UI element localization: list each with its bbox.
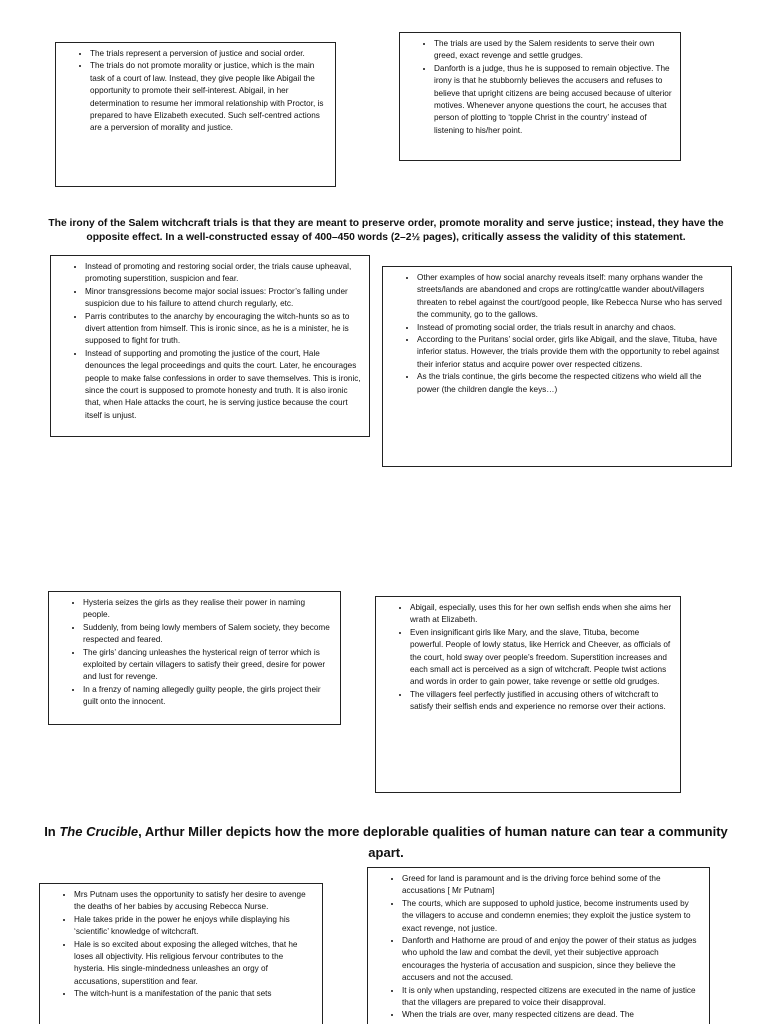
essay-prompt-2 — [30, 821, 742, 863]
list-item: • The courts, which are supposed to uphold justice, become instruments used by the villagers to accuse and condemn enemies; they exploit the justice system to exact revenge, not justice. — [402, 898, 701, 935]
essay-prompt-1: The irony of the Salem witchcraft trials is that they are meant to preserve order, promote morality and serve justice; instead, they have the opposite effect. In a well-constructed essay of 400–450 words (2–2½ pages), critically assess the validity of this statement. — [48, 218, 724, 243]
notes-box-greed — [399, 32, 681, 161]
list-item: • Hale takes pride in the power he enjoys while displaying his ‘scientific’ knowledge of witchcraft. — [74, 914, 314, 939]
list-item: • Instead of promoting social order, the trials result in anarchy and chaos. — [417, 322, 723, 334]
list-item: • Greed for land is paramount and is the driving force behind some of the accusations [ Mr Putnam] — [402, 873, 701, 898]
notes-box-putnam — [39, 883, 323, 1024]
list-item: • Minor transgressions become major social issues: Proctor’s falling under suspicion due to his failure to attend church regularly, etc. — [85, 286, 361, 311]
list-item: • Parris contributes to the anarchy by encouraging the witch-hunts so as to divert attention from himself. This is ironic since, as he is a minister, he is supposed to fight for truth. — [85, 311, 361, 348]
bullet-list — [384, 602, 672, 714]
heading-text-post: , Arthur Miller depicts how the more deplorable qualities of human nature can tear a community apart. — [138, 824, 728, 860]
list-item: • In a frenzy of naming allegedly guilty people, the girls project their guilt onto the innocent. — [83, 684, 332, 709]
bullet-list — [391, 272, 723, 396]
bullet-list — [59, 261, 361, 422]
list-item: • When the trials are over, many respected citizens are dead. The — [402, 1009, 701, 1021]
list-item: • Instead of promoting and restoring social order, the trials cause upheaval, promoting superstition, suspicion and fear. — [85, 261, 361, 286]
bullet-list — [48, 889, 314, 1001]
notes-box-hysteria — [48, 591, 341, 725]
list-item: • The trials represent a perversion of justice and social order. — [90, 48, 327, 60]
list-item: • Mrs Putnam uses the opportunity to satisfy her desire to avenge the deaths of her babies by accusing Rebecca Nurse. — [74, 889, 314, 914]
list-item: • Suddenly, from being lowly members of Salem society, they become respected and feared. — [83, 622, 332, 647]
notes-box-anarchy — [382, 266, 732, 467]
bullet-list — [408, 38, 672, 137]
list-item: • Abigail, especially, uses this for her own selfish ends when she aims her wrath at Elizabeth. — [410, 602, 672, 627]
list-item: • The trials do not promote morality or justice, which is the main task of a court of law. Instead, they give people like Abigail the opportunity to promote their self-interest. Abigail, in her determination to resume her immoral relationship with Proctor, is prepared to have Elizabeth executed. Such self-centred actions are a perversion of morality and justice. — [90, 60, 327, 134]
list-item: • Danforth and Hathorne are proud of and enjoy the power of their status as judges who uphold the law and combat the devil, yet their subjective approach encourages the hysteria of accusation and suspicion, since they believe the accusers and not the accused. — [402, 935, 701, 985]
bullet-list — [57, 597, 332, 709]
book-title: The Crucible — [59, 824, 139, 839]
list-item: • Other examples of how social anarchy reveals itself: many orphans wander the streets/lands are abandoned and crops are rotting/cattle wander about/villagers threaten to rebel against the court/good people, like Rebecca Nurse who has served the community, go to the gallows. — [417, 272, 723, 322]
list-item: • The girls’ dancing unleashes the hysterical reign of terror which is exploited by certain villagers to satisfy their greed, desire for power and lust for revenge. — [83, 647, 332, 684]
list-item: • The witch-hunt is a manifestation of the panic that sets — [74, 988, 314, 1000]
list-item: • Hale is so excited about exposing the alleged witches, that he loses all objectivity. His religious fervour contributes to the hysteria. His single-mindedness unleashes an orgy of accusations, superstition and fear. — [74, 939, 314, 989]
heading-text-pre: In — [44, 824, 60, 839]
list-item: • The villagers feel perfectly justified in accusing others of witchcraft to satisfy their selfish ends and experience no remorse over their actions. — [410, 689, 672, 714]
notes-box-abigail — [375, 596, 681, 793]
list-item: • Hysteria seizes the girls as they realise their power in naming people. — [83, 597, 332, 622]
list-item: • As the trials continue, the girls become the respected citizens who wield all the power (the children dangle the keys…) — [417, 371, 723, 396]
list-item: • Danforth is a judge, thus he is supposed to remain objective. The irony is that he stubbornly believes the accusers and refuses to believe that upright citizens are being accused because of ulterior motives. Whenever anyone questions the court, he accuses that person of plotting to ‘topple Christ in the country’ instead of listening to his/her point. — [434, 63, 672, 137]
list-item: • Instead of supporting and promoting the justice of the court, Hale denounces the legal proceedings and quits the court. Later, he encourages people to make false confessions in order to save themselves. This is ironic, since the court is supposed to promote honesty and truth. It is also ironic that, when Hale attacks the court, he is serving justice because the court itself is unjust. — [85, 348, 361, 422]
list-item: • Even insignificant girls like Mary, and the slave, Tituba, become powerful. People of lowly status, like Herrick and Cheever, as officials of the court, hold sway over people’s freedom. Superstition increases and each small act is perceived as a sign of witchcraft. People twist actions and words in order to gain power, take revenge or settle old grudges. — [410, 627, 672, 689]
list-item: • According to the Puritans’ social order, girls like Abigail, and the slave, Tituba, have inferior status. However, the trials provide them with the opportunity to rebel against their inferior status and acquire power over respected citizens. — [417, 334, 723, 371]
notes-box-perversion — [55, 42, 336, 187]
notes-box-social-order — [50, 255, 370, 437]
notes-box-land-greed — [367, 867, 710, 1024]
bullet-list — [64, 48, 327, 135]
list-item: • The trials are used by the Salem residents to serve their own greed, exact revenge and settle grudges. — [434, 38, 672, 63]
bullet-list — [376, 873, 701, 1022]
list-item: • It is only when upstanding, respected citizens are executed in the name of justice that the villagers are prepared to voice their disapproval. — [402, 985, 701, 1010]
